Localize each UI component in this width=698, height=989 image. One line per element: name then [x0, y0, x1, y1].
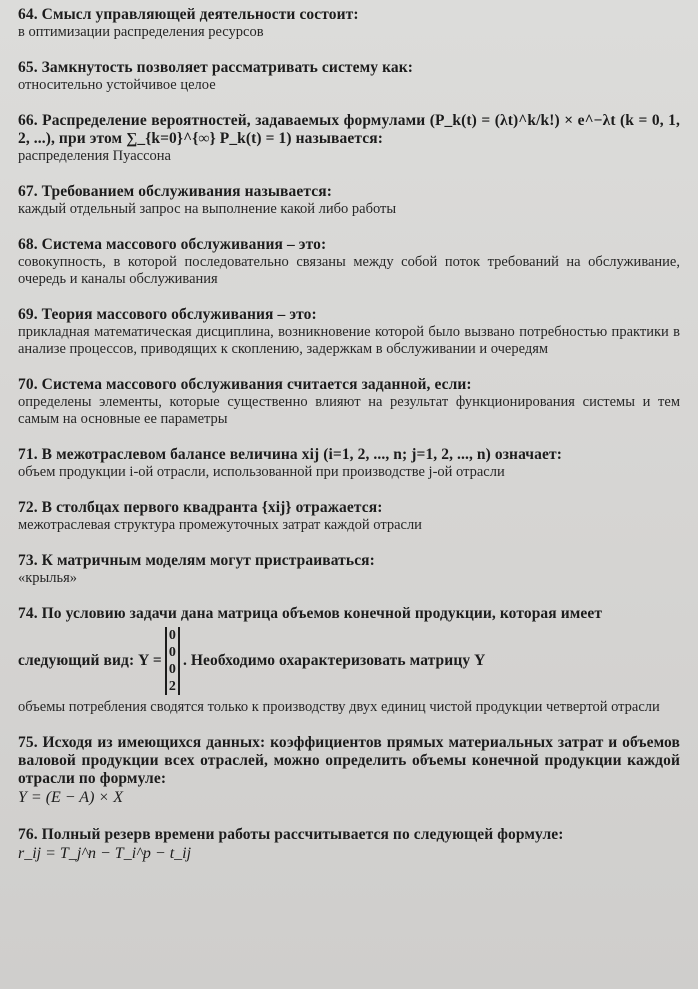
question-text: 73. К матричным моделям могут пристраиваться: — [18, 552, 375, 569]
matrix-cell: 0 — [168, 645, 176, 660]
question-65 — [18, 59, 680, 94]
question-72 — [18, 499, 680, 534]
question-text: 72. В столбцах первого квадранта {xij} отражается: — [18, 499, 383, 516]
answer-text: каждый отдельный запрос на выполнение какой либо работы — [18, 201, 397, 217]
formula: Y = (E − A) × X — [18, 789, 123, 806]
matrix-prefix: следующий вид: Y = — [18, 652, 162, 669]
answer-text: распределения Пуассона — [18, 148, 171, 164]
question-text: 71. В межотраслевом балансе величина xij (i=1, 2, ..., n; j=1, 2, ..., n) означает: — [18, 446, 562, 463]
answer-text: межотраслевая структура промежуточных затрат каждой отрасли — [18, 517, 422, 533]
question-70 — [18, 376, 680, 428]
question-text: 69. Теория массового обслуживания – это: — [18, 306, 317, 323]
column-matrix — [165, 627, 180, 695]
question-text: 75. Исходя из имеющихся данных: коэффициентов прямых материальных затрат и объемов валовой продукции всех отраслей, можно определить объемы конечной продукции каждой отрасли по формуле: — [18, 734, 680, 787]
question-text: 67. Требованием обслуживания называется: — [18, 183, 332, 200]
matrix-cell: 2 — [168, 679, 176, 694]
question-71 — [18, 446, 680, 481]
matrix-line — [18, 627, 680, 695]
question-76 — [18, 826, 680, 864]
matrix-cell: 0 — [168, 628, 176, 643]
answer-text: объем продукции i-ой отрасли, использованной при производстве j-ой отрасли — [18, 464, 505, 480]
answer-text: прикладная математическая дисциплина, возникновение которой было вызвано потребностью практики в анализе процессов, приводящих к скоплению, задержкам в обслуживании и очередям — [18, 324, 680, 357]
question-68 — [18, 236, 680, 288]
question-text: 76. Полный резерв времени работы рассчитывается по следующей формуле: — [18, 826, 564, 843]
formula: r_ij = T_j^п − T_i^р − t_ij — [18, 845, 192, 862]
question-69 — [18, 306, 680, 358]
question-66 — [18, 112, 680, 165]
answer-text: определены элементы, которые существенно влияют на результат функционирования системы и тем самым на основные ее параметры — [18, 394, 680, 427]
question-text: 64. Смысл управляющей деятельности состоит: — [18, 6, 359, 23]
question-text: 65. Замкнутость позволяет рассматривать систему как: — [18, 59, 414, 76]
question-text: 66. Распределение вероятностей, задаваемых формулами (P_k(t) = (λt)^k/k!) × e^−λt (k = 0, 1, 2, ...), при этом ∑_{k=0}^{∞} P_k(t) = 1) называется: — [18, 112, 680, 147]
answer-text: в оптимизации распределения ресурсов — [18, 24, 264, 40]
answer-text: совокупность, в которой последовательно связаны между собой поток требований на обслуживание, очередь и каналы обслуживания — [18, 254, 680, 287]
question-text: 68. Система массового обслуживания – это: — [18, 236, 327, 253]
question-74 — [18, 605, 680, 716]
matrix-cell: 0 — [168, 662, 176, 677]
question-text: 70. Система массового обслуживания считается заданной, если: — [18, 376, 472, 393]
answer-text: относительно устойчивое целое — [18, 77, 216, 93]
answer-text: «крылья» — [18, 570, 78, 586]
question-75 — [18, 734, 680, 808]
question-text: 74. По условию задачи дана матрица объемов конечной продукции, которая имеет — [18, 605, 603, 622]
matrix-suffix: . Необходимо охарактеризовать матрицу Y — [182, 652, 486, 669]
answer-text: объемы потребления сводятся только к производству двух единиц чистой продукции четвертой отрасли — [18, 699, 660, 715]
question-73 — [18, 552, 680, 587]
question-64 — [18, 6, 680, 41]
question-67 — [18, 183, 680, 218]
